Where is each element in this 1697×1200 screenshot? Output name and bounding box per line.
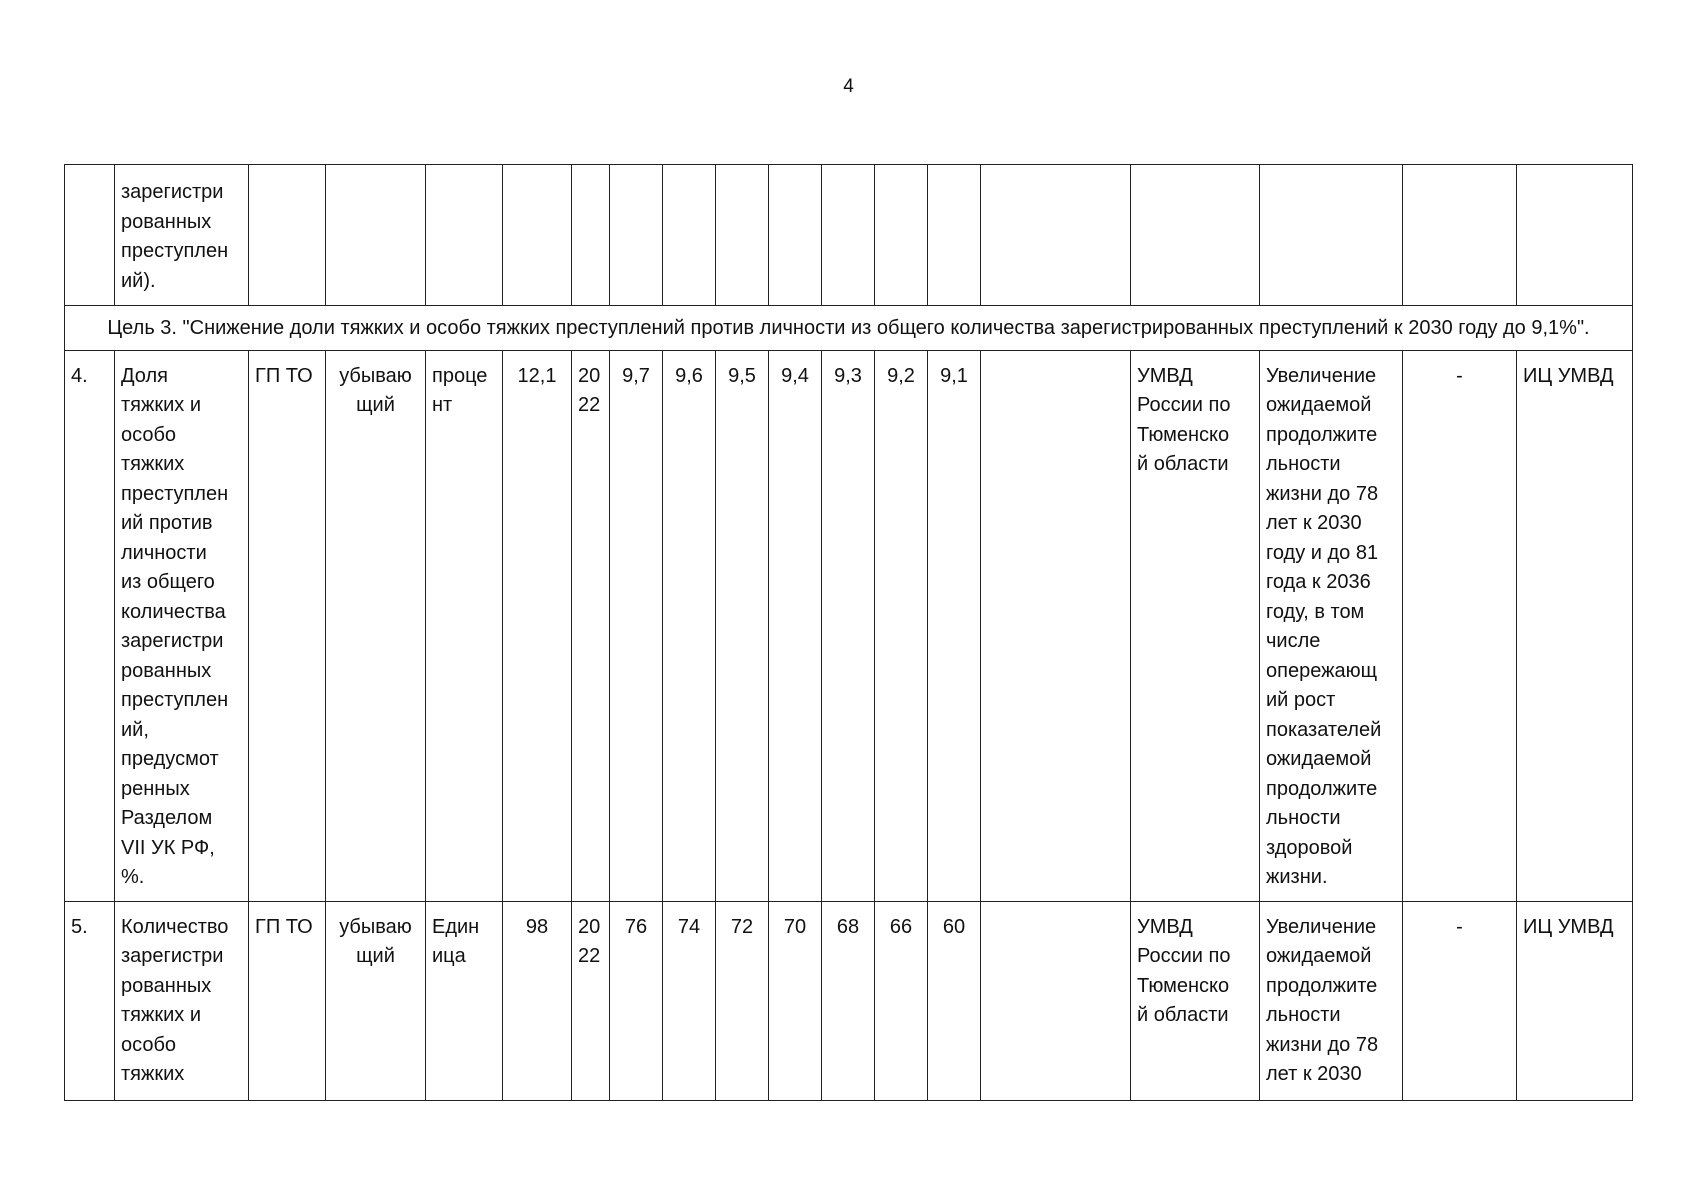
cell-responsible: УМВД России по Тюменско й области <box>1131 901 1260 1100</box>
cell-responsible: УМВД России по Тюменско й области <box>1131 350 1260 901</box>
cell-trend: убываю щий <box>326 350 426 901</box>
indicators-table <box>64 164 1633 1101</box>
cell-link: Увеличение ожидаемой продолжите льности жизни до 78 лет к 2030 <box>1260 901 1403 1100</box>
cell-base-year: 20 22 <box>572 350 610 901</box>
cell-gis: - <box>1403 901 1517 1100</box>
cell-value-3: 9,5 <box>716 350 769 901</box>
cell-value-6: 9,2 <box>875 350 928 901</box>
cell-num: 5. <box>65 901 115 1100</box>
cell-info: ИЦ УМВД <box>1517 350 1633 901</box>
cell-value-4: 70 <box>769 901 822 1100</box>
cell-value-4: 9,4 <box>769 350 822 901</box>
cell-value-7: 60 <box>928 901 981 1100</box>
cell-base-value: 12,1 <box>503 350 572 901</box>
cell-value-2: 74 <box>663 901 716 1100</box>
table-row-continuation <box>65 165 1633 306</box>
cell-num: 4. <box>65 350 115 901</box>
cell-doc <box>981 350 1131 901</box>
cell-name: зарегистри рованных преступлен ий). <box>115 165 249 306</box>
cell-base-year: 20 22 <box>572 901 610 1100</box>
cell-unit: Един ица <box>426 901 503 1100</box>
cell-value-7: 9,1 <box>928 350 981 901</box>
cell-name: Количество зарегистри рованных тяжких и особо тяжких <box>115 901 249 1100</box>
cell-info: ИЦ УМВД <box>1517 901 1633 1100</box>
goal-row <box>65 306 1633 351</box>
cell-value-5: 68 <box>822 901 875 1100</box>
cell-level: ГП ТО <box>249 350 326 901</box>
page-number: 4 <box>843 76 854 97</box>
cell-value-2: 9,6 <box>663 350 716 901</box>
cell-link: Увеличение ожидаемой продолжите льности жизни до 78 лет к 2030 году и до 81 года к 2036 году, в том числе опережающ ий рост показателей ожидаемой продолжите льности здоровой жизни. <box>1260 350 1403 901</box>
cell-level: ГП ТО <box>249 901 326 1100</box>
cell-gis: - <box>1403 350 1517 901</box>
cell-value-1: 9,7 <box>610 350 663 901</box>
table-row <box>65 350 1633 901</box>
cell-name: Доля тяжких и особо тяжких преступлен ий против личности из общего количества зарегистри рованных преступлен ий, предусмот ренных Разделом VII УК РФ, %. <box>115 350 249 901</box>
cell-value-6: 66 <box>875 901 928 1100</box>
cell-num <box>65 165 115 306</box>
table-row <box>65 901 1633 1100</box>
cell-value-1: 76 <box>610 901 663 1100</box>
cell-unit: проце нт <box>426 350 503 901</box>
cell-trend: убываю щий <box>326 901 426 1100</box>
cell-value-3: 72 <box>716 901 769 1100</box>
cell-value-5: 9,3 <box>822 350 875 901</box>
cell-doc <box>981 901 1131 1100</box>
goal-text: Цель 3. "Снижение доли тяжких и особо тяжких преступлений против личности из общего количества зарегистрированных преступлений к 2030 году до 9,1%". <box>65 306 1633 351</box>
cell-base-value: 98 <box>503 901 572 1100</box>
